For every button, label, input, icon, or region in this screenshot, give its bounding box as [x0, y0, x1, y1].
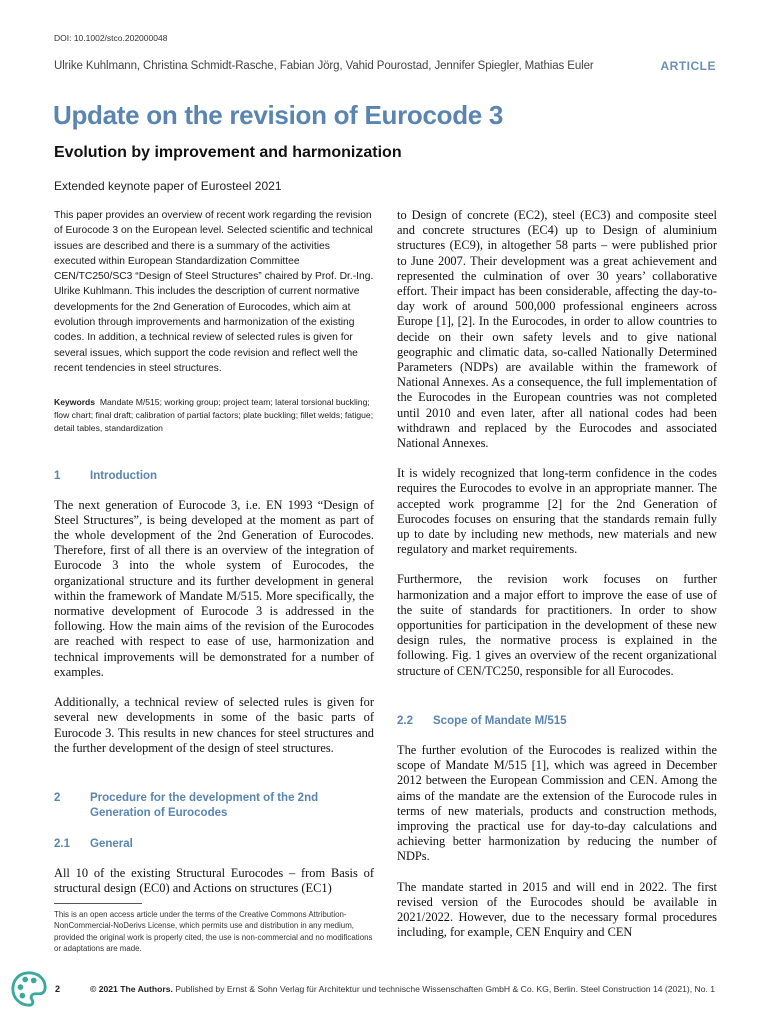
section-title: Procedure for the development of the 2nd Generation of Eurocodes — [90, 791, 319, 819]
section-heading-scope — [397, 714, 717, 729]
doi: DOI: 10.1002/stco.202000048 — [54, 33, 168, 43]
paragraph: The mandate started in 2015 and will end in 2022. The first revised version of the Eurocodes should be available in 2021/2022. However, due to the necessary formal procedures including, for example, CEN Enquiry and CEN — [397, 879, 717, 940]
section-number: 2 — [54, 791, 61, 804]
paper-subtitle: Evolution by improvement and harmonization — [54, 144, 402, 161]
publisher-palette-logo — [10, 970, 48, 1008]
copyright-line — [90, 984, 715, 994]
paragraph: to Design of concrete (EC2), steel (EC3) and composite steel and concrete structures (EC4) up to Design of aluminium structures (EC9), in altogether 58 parts – were published prior to June 2007. Their development was a great achievement and represented the culmination of over 30 years’ collaborative effort. Their impact has been considerable, affecting the day-to-day work of around 500,000 professional engineers across Europe [1], [2]. In the Eurocodes, in order to allow countries to decide on their own safety levels and to give national geographic and climatic data, so-called Nationally Determined Parameters (NDPs) are available within the framework of National Annexes. As a consequence, the full implementation of the Eurocodes in the European countries was not completed until 2010 and even later, after all national codes had been withdrawn and replaced by the Eurocodes and associated National Annexes. — [397, 208, 717, 451]
article-type-label: ARTICLE — [660, 59, 716, 73]
section-title: Introduction — [90, 469, 158, 482]
page-number: 2 — [55, 984, 61, 994]
section-number: 2.2 — [397, 714, 413, 727]
section-heading-procedure — [54, 791, 374, 821]
section-number: 1 — [54, 469, 61, 482]
license-footnote: This is an open access article under the terms of the Creative Commons Attribution-NonCommercial-NoDerivs License, which permits use and distribution in any medium, provided the original work is properly cited, the use is non-commercial and no modifications or adaptations are made. — [54, 910, 373, 954]
paragraph: The further evolution of the Eurocodes is realized within the scope of Mandate M/515 [1], which was agreed in December 2012 between the European Commission and CEN. Among the aims of the mandate are the extension of the Eurocode rules in terms of new materials, products and construction methods, improving the practical use for day-to-day calculations and achieving better harmonization by reducing the number of NDPs. — [397, 742, 717, 864]
left-column — [54, 208, 374, 896]
section-title: Scope of Mandate M/515 — [433, 714, 567, 727]
right-column — [397, 208, 717, 940]
section-heading-general — [54, 837, 374, 852]
abstract: This paper provides an overview of recent work regarding the revision of Eurocode 3 on the European level. Selected scientific and technical issues are described and there is a summary of the activities executed within European Standardization Committee CEN/TC250/SC3 “Design of Steel Structures” chaired by Prof. Dr.-Ing. Ulrike Kuhlmann. This includes the description of current normative developments for the 2nd Generation of Eurocodes, which aim at evolution through improvements and harmonization of the existing codes. In addition, a technical review of selected rules is given for several issues, which support the code revision and reflect well the recent tendencies in steel structures. — [54, 210, 374, 374]
paragraph: The next generation of Eurocode 3, i.e. EN 1993 “Design of Steel Structures”, is being developed at the moment as part of the whole development of the 2nd Generation of Eurocodes. Therefore, first of all there is an overview of the integration of Eurocode 3 into the whole system of Eurocodes, the organizational structure and its further development in general within the framework of Mandate M/515. More specifically, the normative development of Eurocode 3 is addressed in the following. How the main aims of the revision of the Eurocodes are reached with respect to ease of use, harmonization and technical improvements will be demonstrated for a number of examples. — [54, 497, 374, 679]
footnote-divider — [54, 903, 142, 904]
keywords-text: Mandate M/515; working group; project team; lateral torsional buckling; flow chart; final draft; calibration of partial factors; plate buckling; fillet welds; fatigue; detail tables, standardization — [54, 397, 374, 433]
section-heading-introduction — [54, 469, 374, 484]
keywords-label: Keywords — [54, 397, 96, 408]
section-title: General — [90, 837, 133, 850]
author-list: Ulrike Kuhlmann, Christina Schmidt-Rasche, Fabian Jörg, Vahid Pourostad, Jennifer Spiegler, Mathias Euler — [54, 60, 594, 72]
paragraph: It is widely recognized that long-term confidence in the codes requires the Eurocodes to evolve in an appropriate manner. The accepted work programme [2] for the 2nd Generation of Eurocodes focuses on ensuring that the standards remain fully up to date by including new methods, new materials and new regulatory and market requirements. — [397, 466, 717, 557]
paragraph: Furthermore, the revision work focuses on further harmonization and a major effort to improve the ease of use of the suite of standards for practitioners. In order to show opportunities for participation in the development of these new design rules, the normative process is explained in the following. Fig. 1 gives an overview of the recent organizational structure of CEN/TC250, responsible for all Eurocodes. — [397, 572, 717, 678]
keywords — [54, 396, 374, 434]
paragraph: Additionally, a technical review of selected rules is given for several new developments in some of the basic parts of Eurocode 3. This results in new chances for steel structures and the further development of the design of steel structures. — [54, 695, 374, 755]
paper-title: Update on the revision of Eurocode 3 — [53, 100, 504, 130]
keynote-note: Extended keynote paper of Eurosteel 2021 — [54, 179, 282, 193]
copyright-holder: © 2021 The Authors. — [90, 984, 173, 994]
publisher-info: Published by Ernst & Sohn Verlag für Architektur und technische Wissenschaften GmbH & Co. KG, Berlin. Steel Construction 14 (2021), No. 1 — [172, 984, 716, 994]
paragraph: All 10 of the existing Structural Eurocodes – from Basis of structural design (EC0) and Actions on structures (EC1) — [54, 865, 374, 896]
section-number: 2.1 — [54, 837, 70, 850]
